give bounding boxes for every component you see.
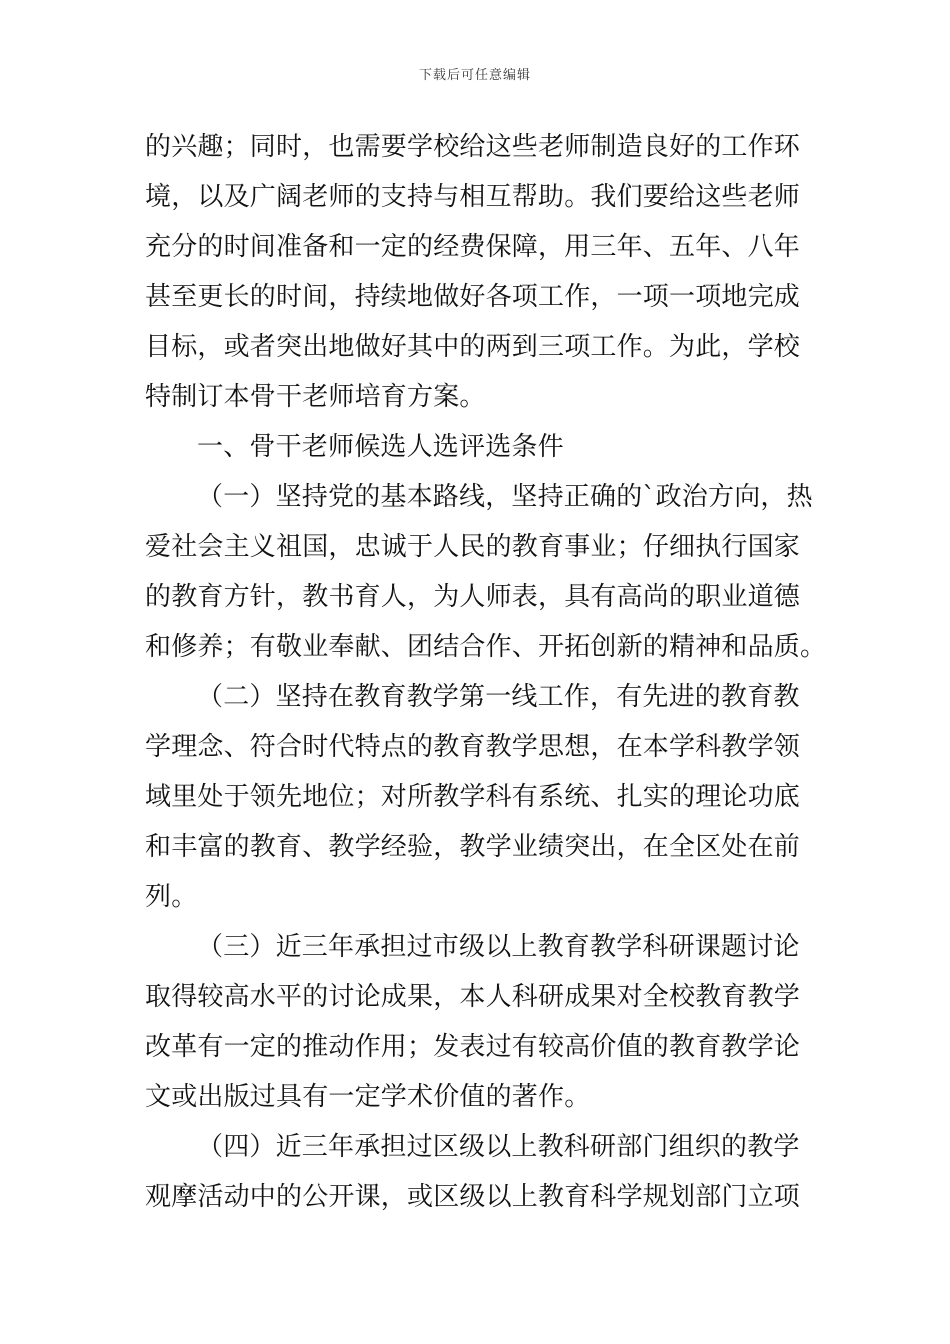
text-line: 爱社会主义祖国，忠诚于人民的教育事业；仔细执行国家 (145, 532, 801, 562)
document-body (145, 122, 827, 1222)
text-line: 充分的时间准备和一定的经费保障，用三年、五年、八年 (145, 232, 801, 262)
text-line: （四）近三年承担过区级以上教科研部门组织的教学 (197, 1132, 800, 1162)
text-line: 甚至更长的时间，持续地做好各项工作，一项一项地完成 (145, 282, 801, 312)
text-line: 改革有一定的推动作用；发表过有较高价值的教育教学论 (145, 1032, 801, 1062)
text-line: 列。 (145, 882, 198, 912)
text-line: 特制订本骨干老师培育方案。 (145, 382, 486, 412)
text-line: 文或出版过具有一定学术价值的著作。 (145, 1082, 591, 1112)
text-line: 和修养；有敬业奉献、团结合作、开拓创新的精神和品质。 (145, 632, 827, 662)
text-line: （三）近三年承担过市级以上教育教学科研课题讨论 (197, 932, 800, 962)
text-line: 观摩活动中的公开课，或区级以上教育科学规划部门立项 (145, 1182, 801, 1212)
text-line: 域里处于领先地位；对所教学科有系统、扎实的理论功底 (145, 782, 801, 812)
text-line: （一）坚持党的基本路线，坚持正确的`政治方向，热 (197, 482, 813, 512)
text-line: 目标，或者突出地做好其中的两到三项工作。为此，学校 (145, 332, 801, 362)
text-line: 和丰富的教育、教学经验，教学业绩突出，在全区处在前 (145, 832, 801, 862)
text-line: （二）坚持在教育教学第一线工作，有先进的教育教 (197, 682, 800, 712)
section-heading: 一、骨干老师候选人选评选条件 (197, 432, 564, 462)
page-header: 下载后可任意编辑 (418, 68, 531, 83)
text-line: 的教育方针，教书育人，为人师表，具有高尚的职业道德 (145, 582, 801, 612)
text-line: 学理念、符合时代特点的教育教学思想，在本学科教学领 (145, 732, 801, 762)
text-line: 的兴趣；同时，也需要学校给这些老师制造良好的工作环 (145, 132, 801, 162)
text-line: 取得较高水平的讨论成果，本人科研成果对全校教育教学 (145, 982, 801, 1012)
text-line: 境，以及广阔老师的支持与相互帮助。我们要给这些老师 (145, 182, 801, 212)
